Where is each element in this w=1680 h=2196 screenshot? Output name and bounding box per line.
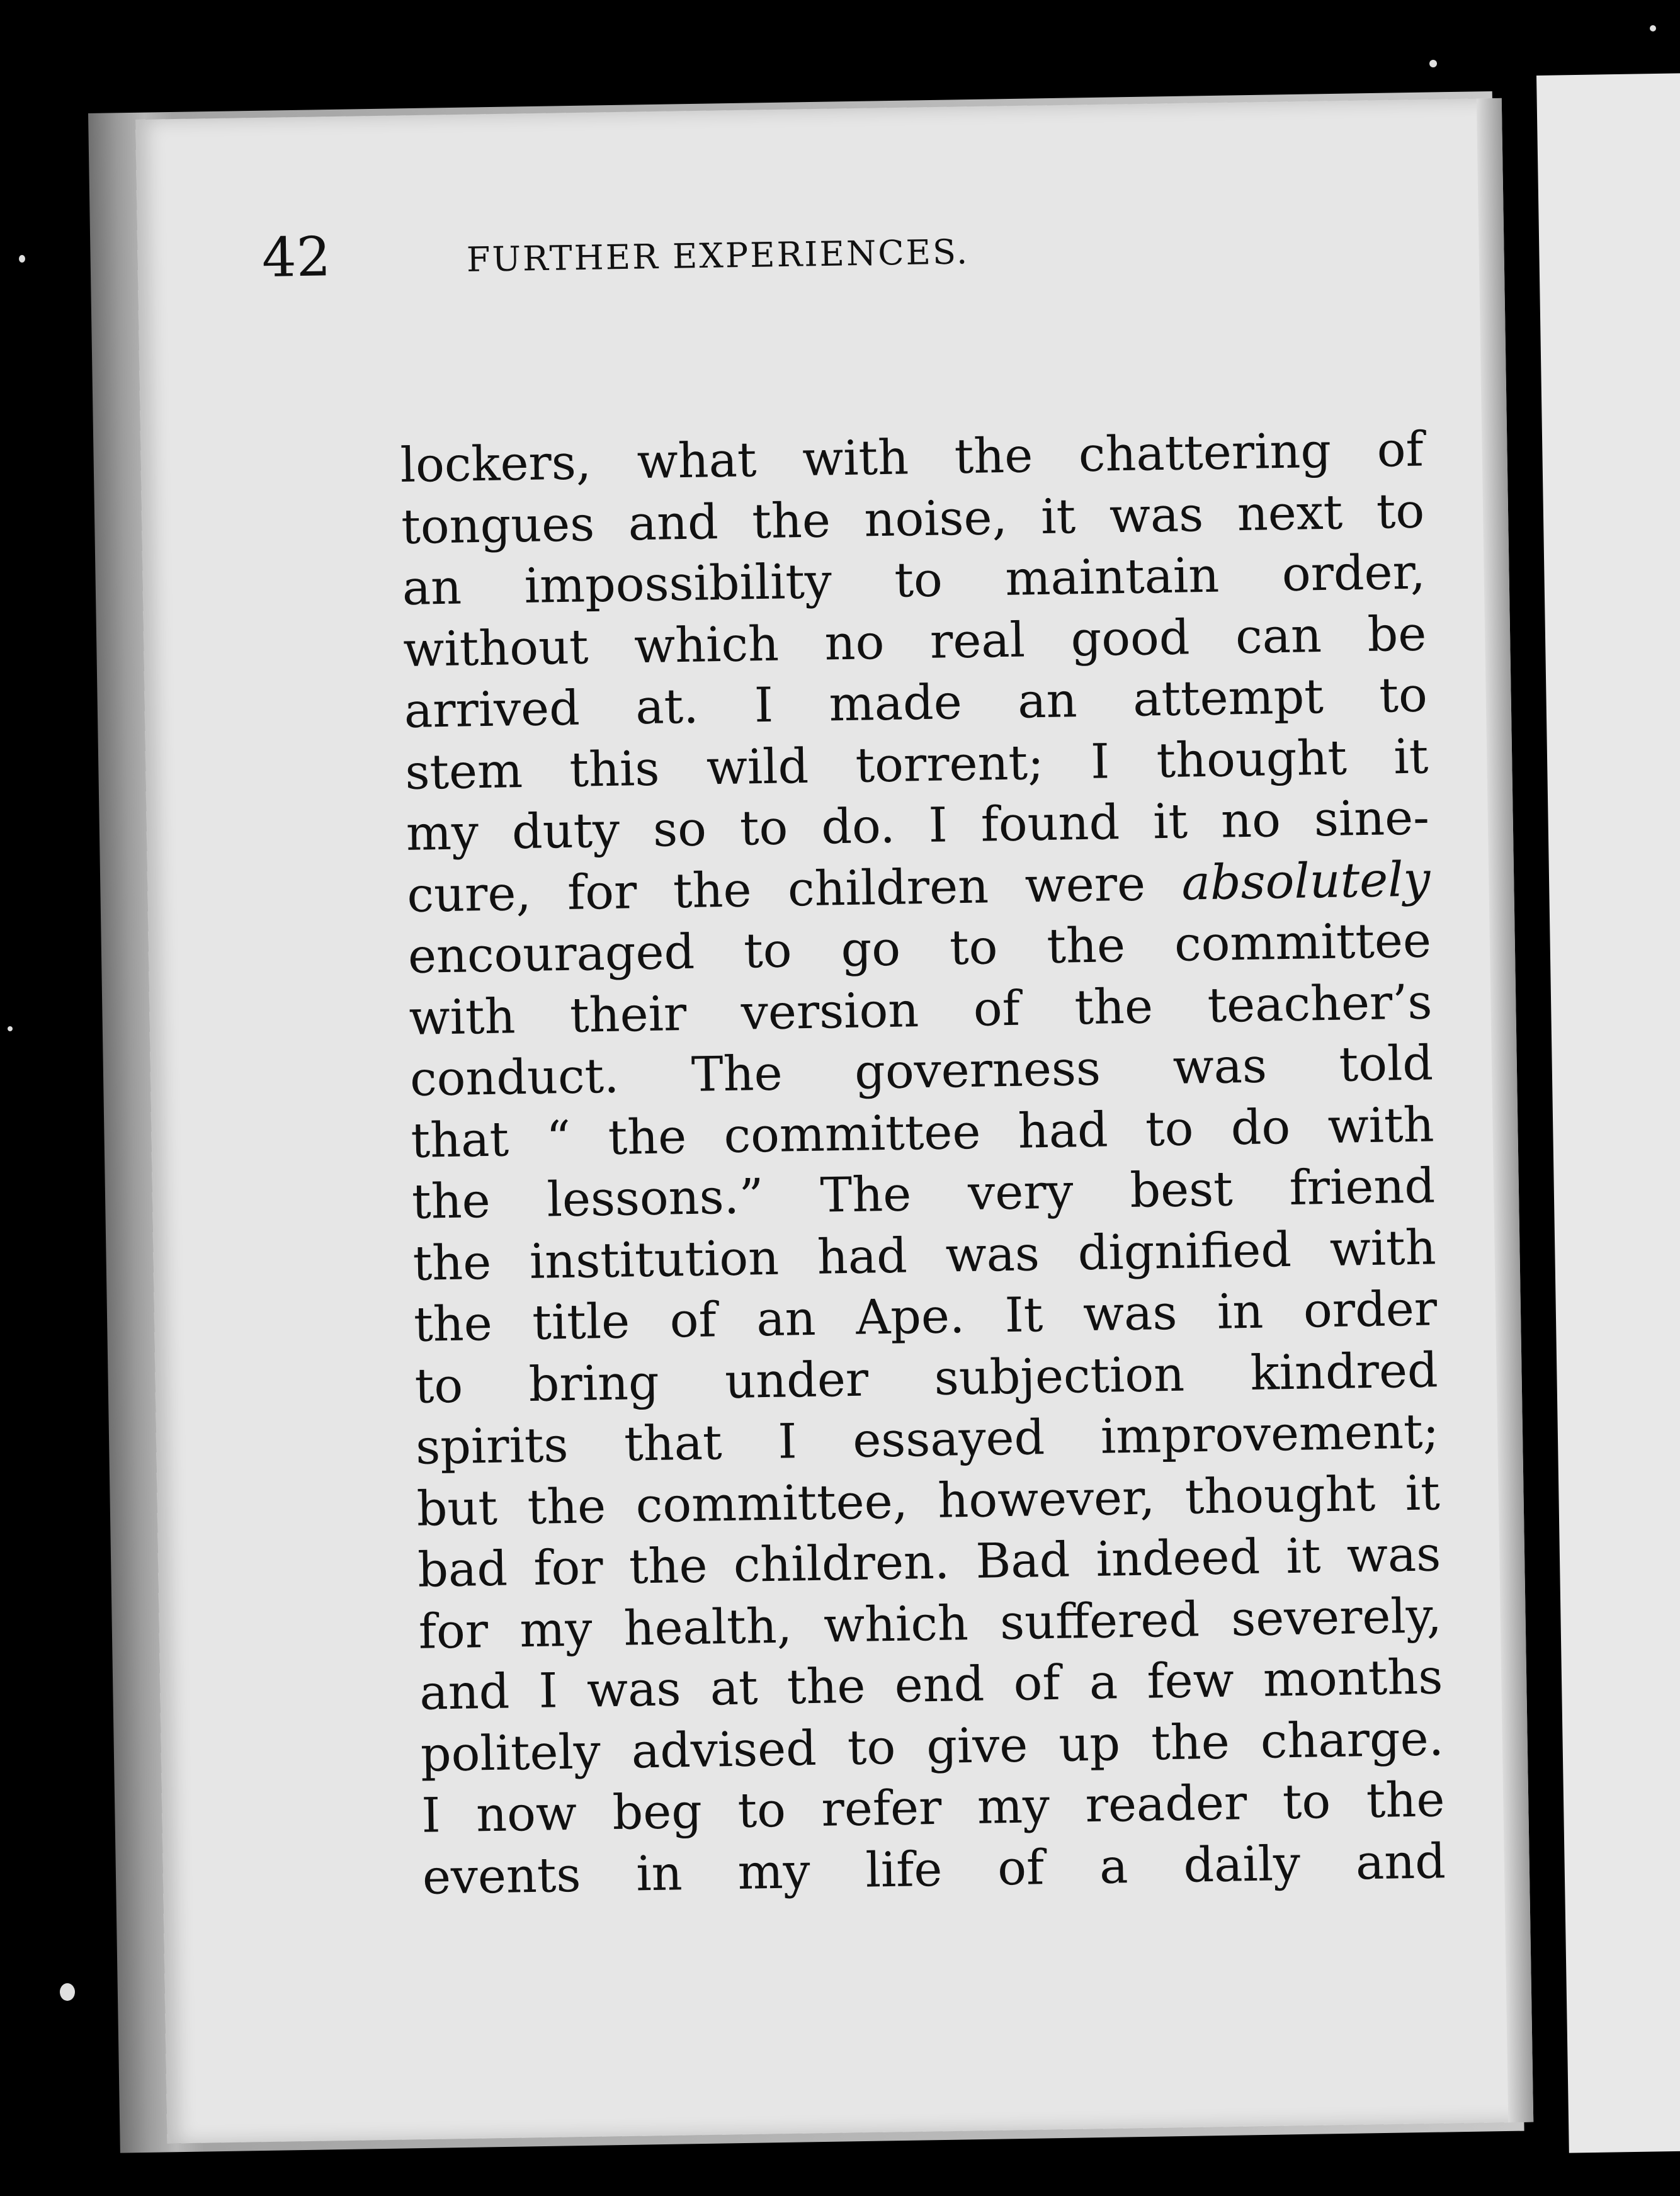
text-line: with their version of the teacher’s — [408, 973, 1433, 1046]
text-line: bad for the children. Bad indeed it was — [417, 1525, 1441, 1598]
running-head: FURTHER EXPERIENCES. — [466, 232, 970, 280]
text-line: stem this wild torrent; I thought it — [404, 727, 1429, 800]
text-segment: cure, for the children were — [406, 854, 1146, 923]
dust-speck — [60, 1983, 75, 2001]
text-line: the title of an Ape. It was in order — [413, 1280, 1438, 1352]
dust-speck — [1429, 60, 1437, 67]
text-line: but the committee, however, thought it — [416, 1464, 1441, 1537]
text-line: arrived at. I made an attempt to — [404, 666, 1428, 739]
body-text — [400, 418, 1446, 1907]
text-line: tongues and the noise, it was next to — [400, 482, 1425, 555]
dust-speck — [19, 255, 25, 263]
text-line: to bring under subjection kindred — [414, 1341, 1439, 1414]
text-line: lockers, what with the chattering of — [400, 421, 1424, 493]
italic-word: absolutely — [1181, 850, 1431, 911]
dust-speck — [1650, 25, 1656, 31]
text-line: the institution had was dignified with — [412, 1218, 1437, 1291]
text-line: for my health, which suffered severely, — [418, 1587, 1443, 1660]
page-number: 42 — [261, 225, 332, 290]
text-line: my duty so to do. I found it no sine- — [406, 789, 1430, 861]
text-line: the lessons.” The very best friend — [411, 1157, 1436, 1230]
text-line: events in my life of a daily and — [422, 1832, 1446, 1905]
text-line: politely advised to give up the charge. — [420, 1709, 1444, 1782]
text-line: that “ the committee had to do with — [410, 1095, 1435, 1169]
facing-page-edge — [1536, 73, 1680, 2153]
dust-speck — [8, 1026, 13, 1031]
text-line: and I was at the end of a few months — [419, 1648, 1443, 1721]
text-line: an impossibility to maintain order, — [402, 543, 1426, 616]
text-line: conduct. The governess was told — [409, 1034, 1434, 1107]
text-line: without which no real good can be — [402, 604, 1427, 677]
page-gutter — [1477, 98, 1533, 2122]
page-header — [261, 208, 1207, 299]
text-line: I now beg to refer my reader to the — [421, 1771, 1445, 1843]
text-line: spirits that I essayed improvement; — [415, 1403, 1439, 1475]
text-line: encouraged to go to the committee — [407, 912, 1432, 984]
